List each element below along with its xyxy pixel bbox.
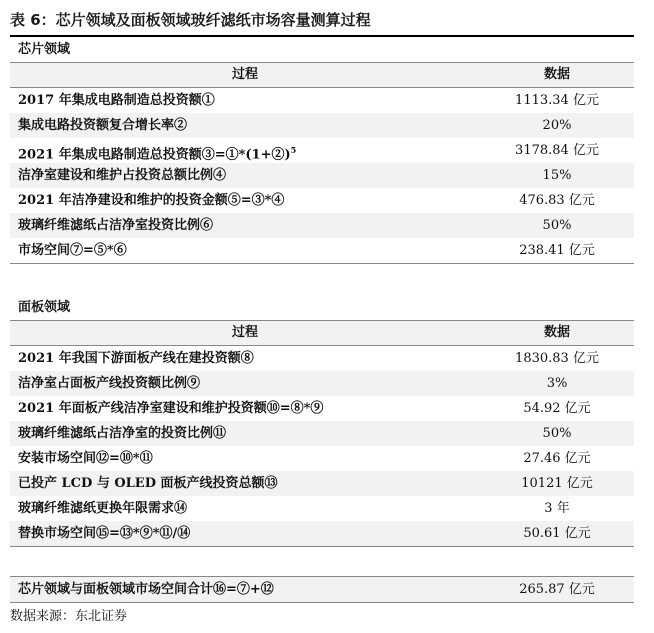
row-value: 1830.83 亿元 xyxy=(515,351,599,366)
row-label: 2021 年集成电路制造总投资额③=①*(1+②) xyxy=(18,147,291,163)
row-value: 15% xyxy=(542,168,572,183)
section-heading: 面板领域 xyxy=(18,300,71,315)
table-row xyxy=(10,446,634,471)
total-section xyxy=(10,576,634,603)
section-rule xyxy=(10,546,634,547)
table-row xyxy=(10,213,634,238)
row-label: 洁净室建设和维护占投资总额比例④ xyxy=(18,168,227,183)
total-label: 芯片领域与面板领域市场空间合计⑯=⑦+⑫ xyxy=(18,582,274,597)
col-data-header: 数据 xyxy=(543,325,570,340)
row-label: 洁净室占面板产线投资额比例⑨ xyxy=(18,376,201,391)
row-value: 1113.34 亿元 xyxy=(515,93,599,108)
col-process-header: 过程 xyxy=(231,325,258,340)
title-rule xyxy=(10,35,634,37)
section-rule xyxy=(10,263,634,264)
row-label: 2021 年洁净建设和维护的投资金额⑤=③*④ xyxy=(18,193,285,208)
table-row xyxy=(10,396,634,421)
row-label: 安装市场空间⑫=⑩*⑪ xyxy=(18,451,153,466)
total-value: 265.87 亿元 xyxy=(519,582,595,597)
table-row xyxy=(10,346,634,371)
row-label-container xyxy=(10,138,480,163)
row-label: 玻璃纤维滤纸占洁净室投资比例⑥ xyxy=(18,218,214,233)
table-header xyxy=(10,62,634,88)
row-label: 2021 年面板产线洁净室建设和维护投资额⑩=⑧*⑨ xyxy=(18,401,324,416)
table-row xyxy=(10,88,634,113)
table-row xyxy=(10,163,634,188)
table-title: 表 6：芯片领域及面板领域玻纤滤纸市场容量测算过程 xyxy=(10,11,371,29)
row-value: 3% xyxy=(546,376,568,391)
row-value: 54.92 亿元 xyxy=(523,401,591,416)
row-value: 50% xyxy=(542,218,572,233)
total-row xyxy=(10,576,634,603)
col-data-header: 数据 xyxy=(543,67,570,82)
row-value: 50% xyxy=(542,426,572,441)
row-label: 集成电路投资额复合增长率② xyxy=(18,118,188,133)
row-label: 2021 年我国下游面板产线在建投资额⑧ xyxy=(18,351,254,366)
row-value: 3 年 xyxy=(544,501,570,516)
row-value: 476.83 亿元 xyxy=(519,193,595,208)
row-label: 2017 年集成电路制造总投资额① xyxy=(18,93,215,108)
table-row xyxy=(10,238,634,263)
row-label: 玻璃纤维滤纸占洁净室的投资比例⑪ xyxy=(18,426,227,441)
row-value: 50.61 亿元 xyxy=(523,526,591,541)
table-row xyxy=(10,113,634,138)
row-value: 20% xyxy=(542,118,572,133)
row-label: 玻璃纤维滤纸更换年限需求⑭ xyxy=(18,501,188,516)
table-row xyxy=(10,471,634,496)
section-heading: 芯片领域 xyxy=(18,42,71,57)
chip-section xyxy=(10,38,634,264)
data-source: 数据来源：东北证券 xyxy=(10,609,128,624)
row-label: 替换市场空间⑮=⑬*⑨*⑪/⑭ xyxy=(18,526,191,541)
table-row xyxy=(10,371,634,396)
col-process-header: 过程 xyxy=(231,67,258,82)
table-header xyxy=(10,320,634,346)
table-row xyxy=(10,521,634,546)
row-value: 3178.84 亿元 xyxy=(515,143,599,158)
row-value: 238.41 亿元 xyxy=(519,243,595,258)
table-row xyxy=(10,138,634,163)
row-value: 10121 亿元 xyxy=(521,476,593,491)
table-row xyxy=(10,421,634,446)
row-label: 市场空间⑦=⑤*⑥ xyxy=(18,243,127,258)
table-row xyxy=(10,188,634,213)
table-row xyxy=(10,496,634,521)
row-value: 27.46 亿元 xyxy=(523,451,591,466)
panel-section xyxy=(10,296,634,547)
exponent: 5 xyxy=(290,145,297,155)
row-label: 已投产 LCD 与 OLED 面板产线投资总额⑬ xyxy=(18,476,278,491)
